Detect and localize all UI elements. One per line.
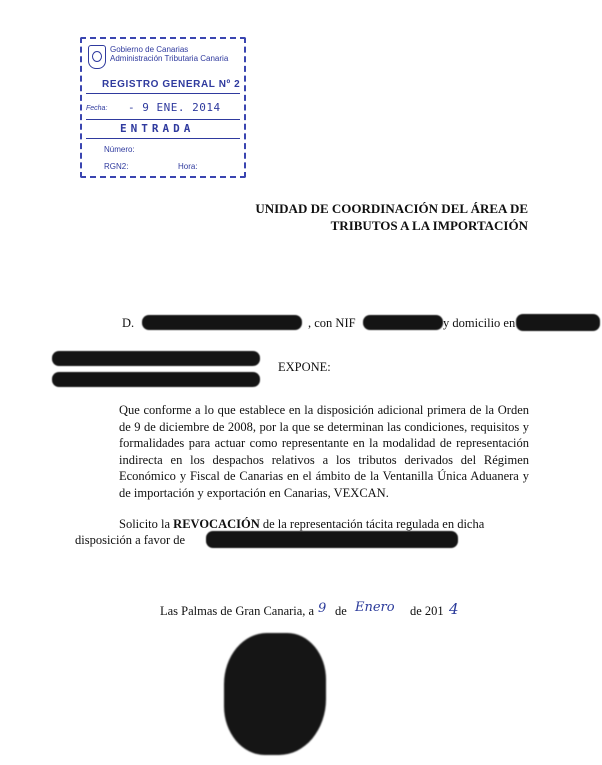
heading-line2: TRIBUTOS A LA IMPORTACIÓN bbox=[330, 218, 528, 233]
stamp-date-value: - 9 ENE. 2014 bbox=[128, 101, 221, 114]
redacted-signature bbox=[224, 633, 326, 755]
redacted-address-line2 bbox=[52, 351, 260, 366]
stamp-org-line2: Administración Tributaria Canaria bbox=[110, 54, 229, 63]
registry-stamp bbox=[80, 37, 246, 178]
closing-year-digit: 4 bbox=[449, 600, 459, 618]
paragraph-expone bbox=[119, 402, 529, 501]
heading-line1: UNIDAD DE COORDINACIÓN DEL ÁREA DE bbox=[255, 201, 528, 216]
closing-year: de 201 bbox=[410, 604, 444, 618]
request-text-before: Solicito la bbox=[119, 517, 174, 531]
stamp-number-label: Número: bbox=[104, 145, 135, 154]
request-text-after: de la representación tácita regulada en dicha bbox=[259, 517, 485, 531]
closing-place: Las Palmas de Gran Canaria, a bbox=[160, 604, 315, 618]
stamp-org-line1: Gobierno de Canarias bbox=[110, 45, 189, 54]
coat-of-arms-icon bbox=[88, 45, 106, 69]
revocation-keyword: REVOCACIÓN bbox=[173, 517, 260, 531]
stamp-date-label: Fecha: bbox=[86, 105, 108, 112]
redacted-address-line3 bbox=[52, 372, 260, 387]
address-label: y domicilio en bbox=[443, 316, 516, 330]
redacted-name bbox=[142, 315, 302, 330]
document-heading bbox=[230, 200, 528, 234]
stamp-divider bbox=[86, 138, 240, 139]
request-line2: disposición a favor de bbox=[75, 533, 186, 547]
closing-day: 9 bbox=[318, 601, 327, 616]
stamp-rgn-label: RGN2: bbox=[104, 162, 129, 171]
stamp-registry: REGISTRO GENERAL Nº 2 bbox=[102, 79, 241, 90]
name-prefix: D. bbox=[122, 316, 135, 330]
stamp-time-label: Hora: bbox=[178, 162, 198, 171]
redacted-address bbox=[516, 314, 600, 331]
stamp-divider bbox=[86, 119, 240, 120]
stamp-entry: ENTRADA bbox=[120, 122, 195, 135]
expone-label: EXPONE: bbox=[278, 360, 331, 374]
stamp-divider bbox=[86, 93, 240, 94]
nif-label: , con NIF bbox=[308, 316, 356, 330]
redacted-representative bbox=[206, 531, 458, 548]
redacted-nif bbox=[363, 315, 443, 330]
closing-month: Enero bbox=[355, 600, 395, 615]
paragraph-text: Que conforme a lo que establece en la disposición adicional primera de la Orden de 9 de diciembre de 2008, por la que se determinan las condiciones, requisitos y formalidades para actuar como representante en la modalidad de representación indirecta en los despachos relativos a los tributos derivados del Régimen Económico y Fiscal de Canarias en el ámbito de la Ventanilla Única Aduanera y de importación y exportación en Canarias, VEXCAN. bbox=[119, 403, 529, 500]
closing-de1: de bbox=[335, 604, 347, 618]
